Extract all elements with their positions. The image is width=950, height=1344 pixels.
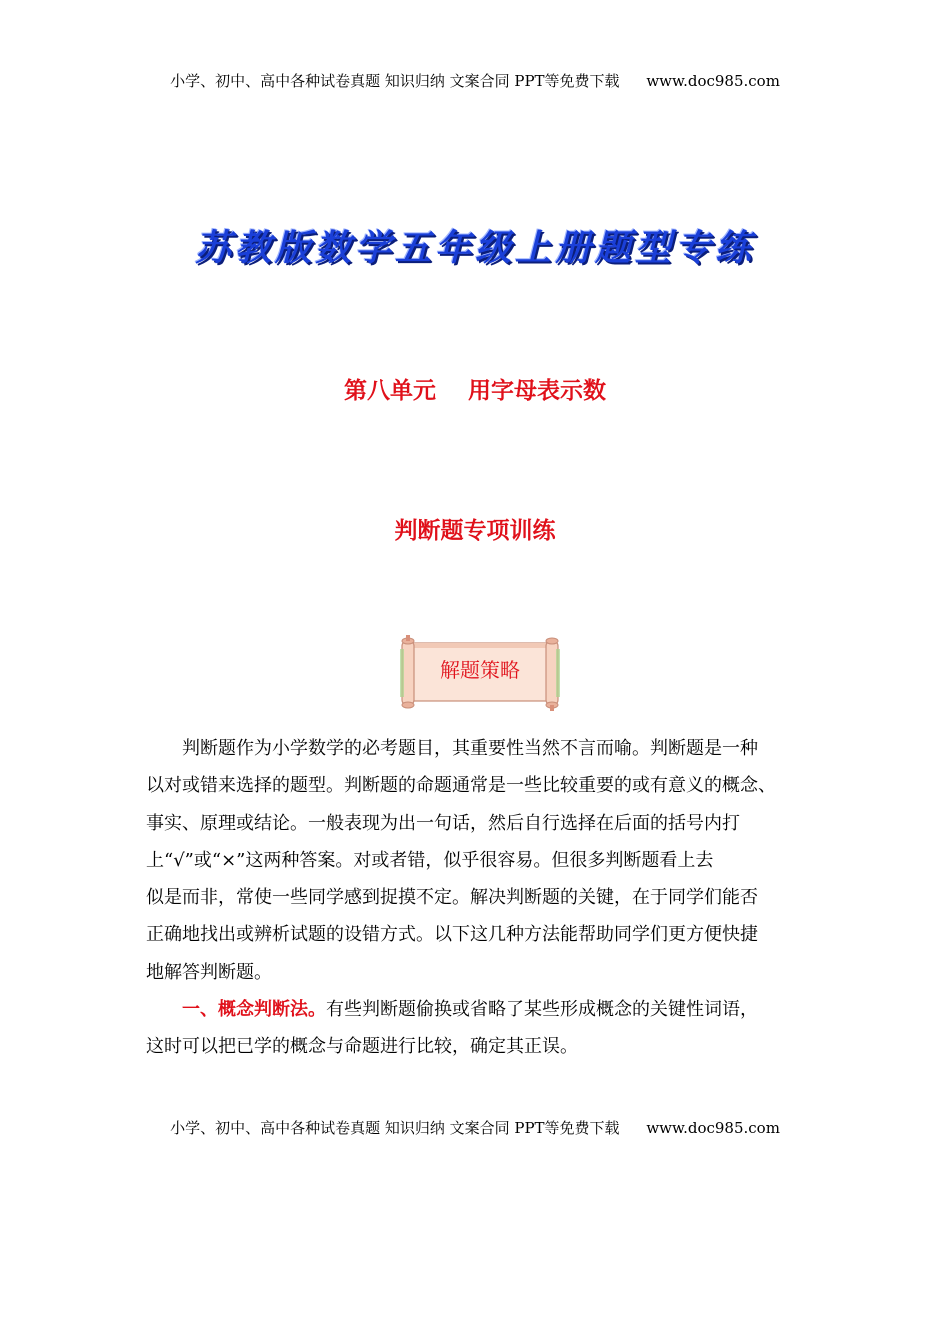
footer-text: 小学、初中、高中各种试卷真题 知识归纳 文案合同 PPT等免费下载 <box>170 1119 620 1137</box>
body-line: 事实、原理或结论。一般表现为出一句话，然后自行选择在后面的括号内打 <box>146 812 740 834</box>
strategy-body <box>146 730 826 1066</box>
document-title: 苏教版数学五年级上册题型专练 <box>194 227 755 269</box>
strategy-label: 解题策略 <box>440 658 520 682</box>
body-line: 以对或错来选择的题型。判断题的命题通常是一些比较重要的或有意义的概念、 <box>146 775 776 797</box>
body-line: 这时可以把已学的概念与命题进行比较，确定其正误。 <box>146 1036 578 1058</box>
method-1-paragraph <box>146 991 826 1028</box>
method-1-text: 有些判断题偷换或省略了某些形成概念的关键性词语， <box>326 999 758 1021</box>
body-line: 似是而非，常使一些同学感到捉摸不定。解决判断题的关键，在于同学们能否 <box>146 887 758 909</box>
body-line: 地解答判断题。 <box>146 961 272 983</box>
page-footer <box>0 1117 950 1138</box>
footer-site-link[interactable]: www.doc985.com <box>646 1119 780 1137</box>
body-line: 判断题作为小学数学的必考题目，其重要性当然不言而喻。判断题是一种 <box>182 738 758 759</box>
section-subtitle: 判断题专项训练 <box>394 518 556 544</box>
body-line: 上“√”或“×”这两种答案。对或者错，似乎很容易。但很多判断题看上去 <box>146 849 714 871</box>
body-line: 正确地找出或辨析试题的设错方式。以下这几种方法能帮助同学们更方便快捷 <box>146 924 758 946</box>
header-site-link[interactable]: www.doc985.com <box>646 72 780 90</box>
header-text: 小学、初中、高中各种试卷真题 知识归纳 文案合同 PPT等免费下载 <box>170 72 620 90</box>
method-1-title: 一、概念判断法。 <box>182 999 326 1021</box>
strategy-scroll-banner <box>398 635 562 711</box>
unit-title: 第八单元 用字母表示数 <box>343 378 607 404</box>
page-header <box>0 70 950 91</box>
